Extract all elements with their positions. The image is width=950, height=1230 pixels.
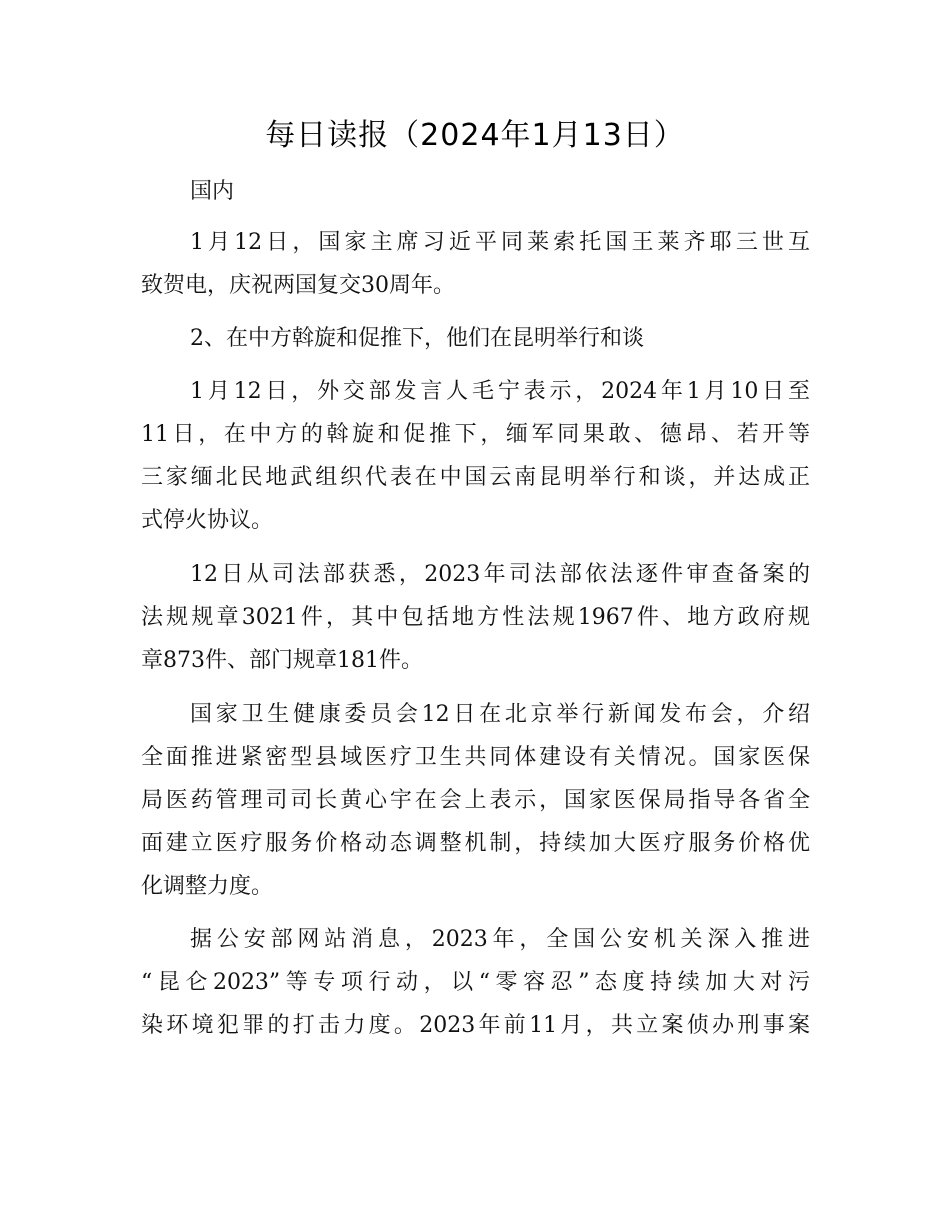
paragraph-4-line-2: 法规规章3021件，其中包括地方性法规1967件、地方政府规 (141, 605, 810, 630)
paragraph-6-line-2: “昆仑2023”等专项行动，以“零容忍”态度持续加大对污 (141, 970, 810, 995)
paragraph-5-line-3: 局医药管理司司长黄心宇在会上表示，国家医保局指导各省全 (141, 788, 810, 813)
paragraph-5-line-4: 面建立医疗服务价格动态调整机制，持续加大医疗服务价格优 (141, 831, 810, 856)
paragraph-3-line-3: 三家缅北民地武组织代表在中国云南昆明举行和谈，并达成正 (141, 465, 810, 490)
paragraph-1-line-1: 1月12日，国家主席习近平同莱索托国王莱齐耶三世互 (190, 230, 810, 255)
paragraph-1-line-2: 致贺电，庆祝两国复交30周年。 (141, 273, 455, 298)
paragraph-5-line-2: 全面推进紧密型县域医疗卫生共同体建设有关情况。国家医保 (141, 745, 810, 770)
paragraph-5-line-5: 化调整力度。 (141, 874, 274, 899)
paragraph-3-line-4: 式停火协议。 (141, 508, 274, 533)
paragraph-4-line-3: 章873件、部门规章181件。 (141, 648, 423, 673)
paragraph-4-line-1: 12日从司法部获悉，2023年司法部依法逐件审查备案的 (190, 562, 810, 587)
paragraph-5-line-1: 国家卫生健康委员会12日在北京举行新闻发布会，介绍 (190, 702, 810, 727)
paragraph-3-line-2: 11日，在中方的斡旋和促推下，缅军同果敢、德昂、若开等 (141, 422, 810, 447)
paragraph-6-line-3: 染环境犯罪的打击力度。2023年前11月，共立案侦办刑事案 (141, 1013, 810, 1038)
paragraph-2-line-1: 2、在中方斡旋和促推下，他们在昆明举行和谈 (190, 326, 644, 351)
section-heading: 国内 (190, 179, 235, 204)
paragraph-3-line-1: 1月12日，外交部发言人毛宁表示，2024年1月10日至 (190, 379, 810, 404)
page-title: 每日读报（2024年1月13日） (265, 118, 685, 153)
paragraph-6-line-1: 据公安部网站消息，2023年，全国公安机关深入推进 (190, 927, 810, 952)
